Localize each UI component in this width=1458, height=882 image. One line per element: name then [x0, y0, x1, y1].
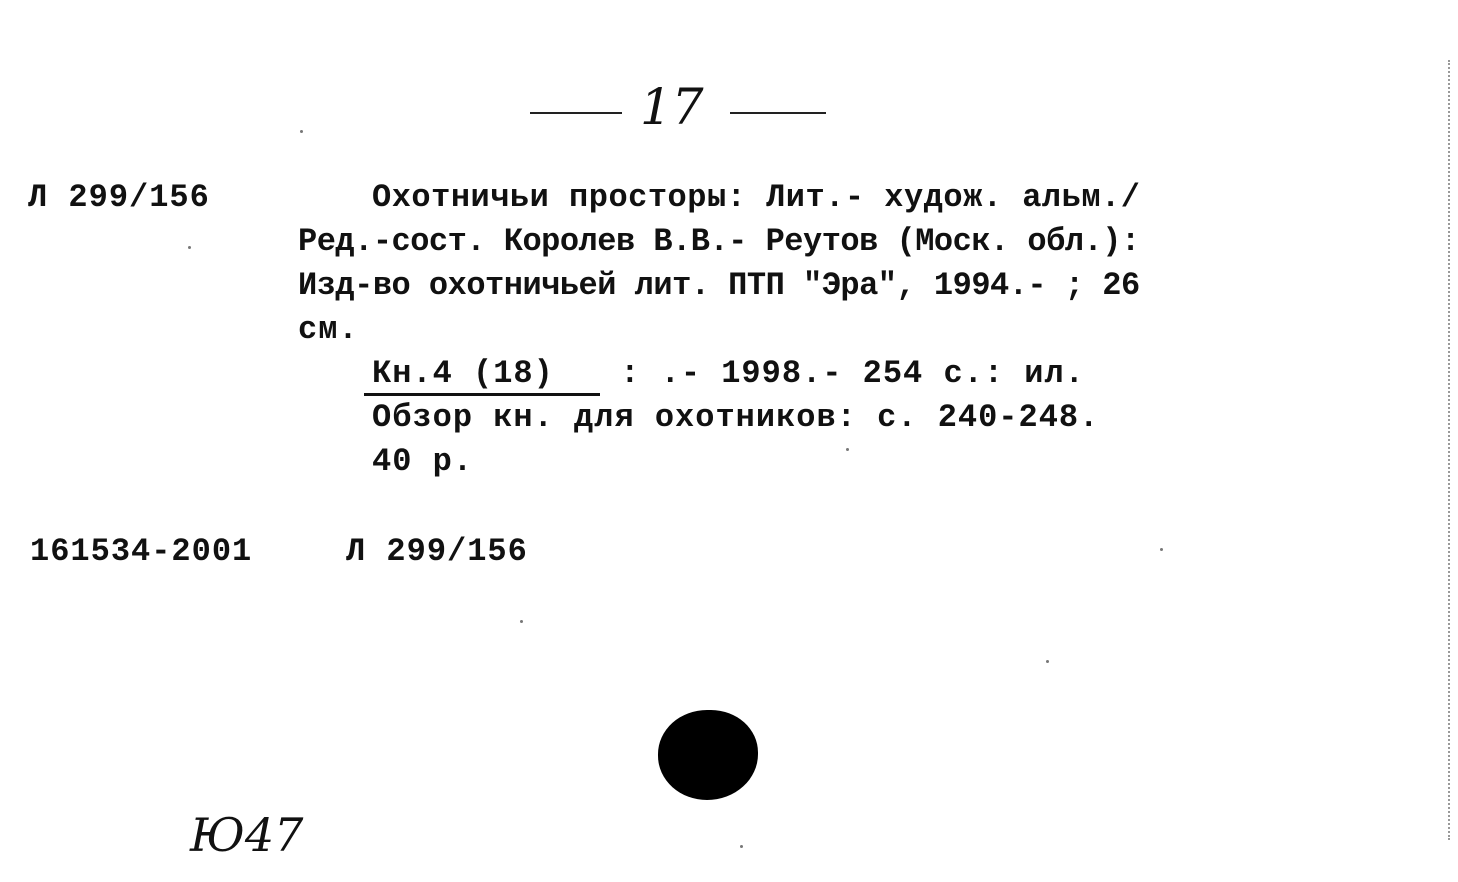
price: 40 р. — [372, 443, 474, 480]
inventory-number: 161534-2001 — [30, 533, 253, 570]
speck — [520, 620, 523, 623]
speck — [188, 246, 191, 249]
speck — [1160, 548, 1163, 551]
shelfmark-top: Л 299/156 — [28, 179, 210, 216]
handwritten-code: Ю47 — [190, 808, 304, 862]
scan-edge — [1446, 60, 1450, 840]
volume-underline — [364, 393, 600, 396]
entry-line-1: Охотничьи просторы: Лит.- худож. альм./ — [372, 179, 1141, 216]
speck — [740, 845, 743, 848]
entry-line-2: Ред.-сост. Королев В.В.- Реутов (Моск. обл.): — [298, 223, 1140, 260]
content-note: Обзор кн. для охотников: с. 240-248. — [372, 399, 1100, 436]
page-number-left-dash — [530, 112, 622, 114]
volume-details: : .- 1998.- 254 с.: ил. — [600, 355, 1085, 392]
entry-line-3: Изд-во охотничьей лит. ПТП "Эра", 1994.- ; 26 — [298, 267, 1140, 304]
page-number-right-dash — [730, 112, 826, 114]
volume-label: Кн.4 (18) — [372, 355, 554, 392]
speck — [846, 448, 849, 451]
speck — [300, 130, 303, 133]
entry-line-4: см. — [298, 311, 359, 348]
punch-hole — [658, 710, 758, 800]
speck — [1046, 660, 1049, 663]
shelfmark-bottom: Л 299/156 — [346, 533, 528, 570]
page-number: 17 — [640, 78, 704, 136]
